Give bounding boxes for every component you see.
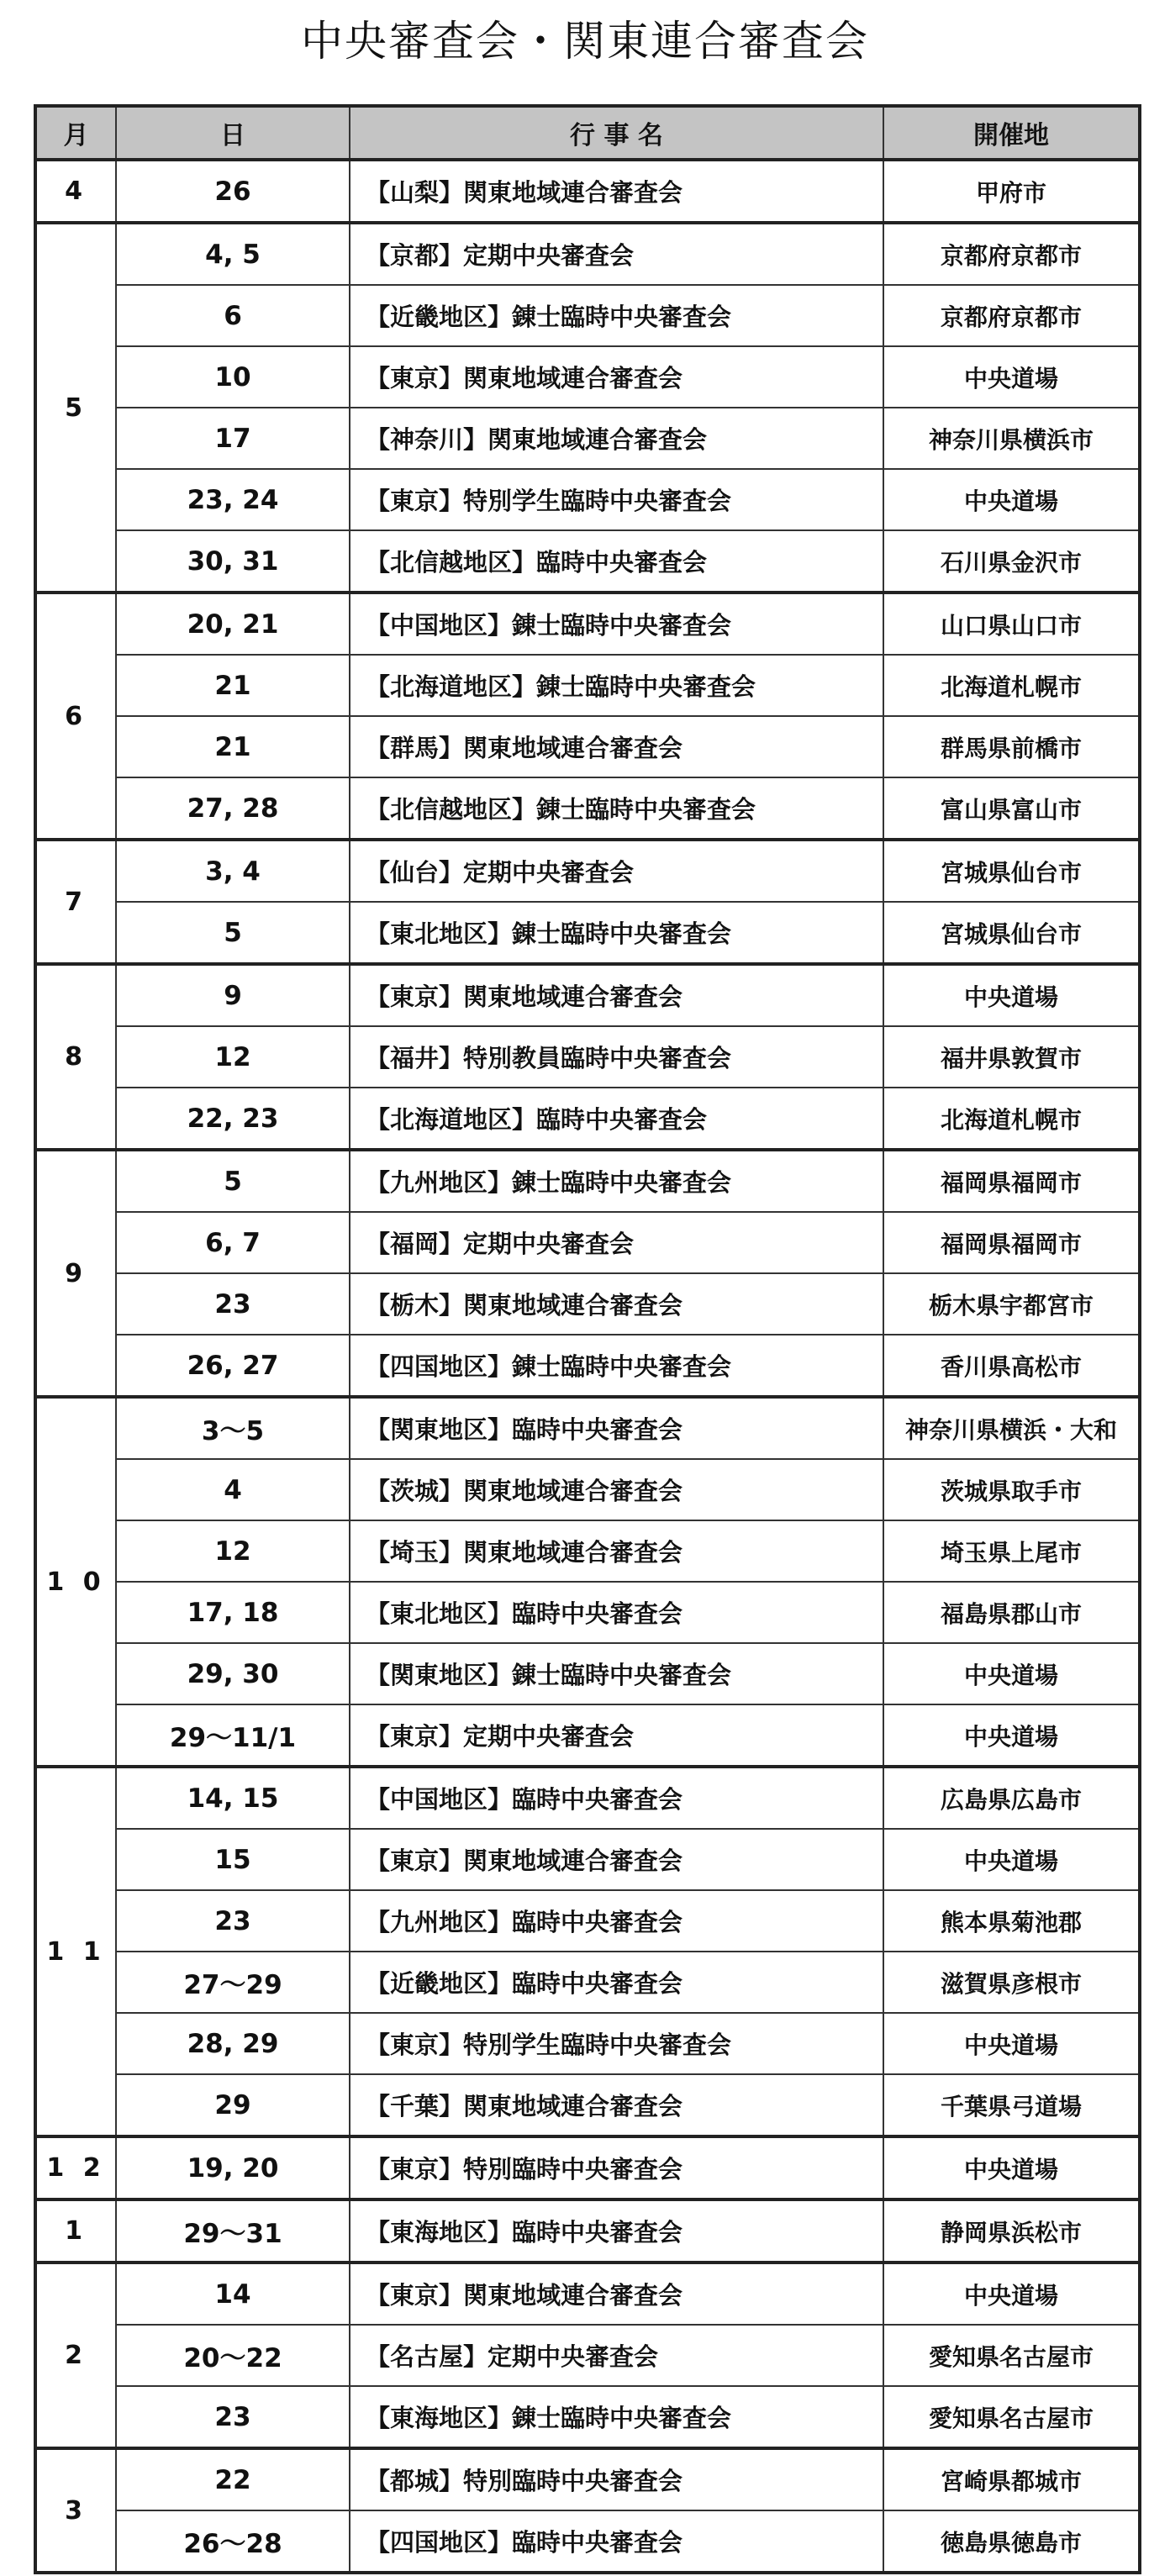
day-cell: 3, 4 bbox=[116, 840, 350, 902]
event-cell: 【福井】特別教員臨時中央審査会 bbox=[350, 1026, 883, 1088]
table-row bbox=[35, 1767, 1140, 1829]
day-cell: 6, 7 bbox=[116, 1212, 350, 1273]
month-cell: 4 bbox=[35, 160, 116, 223]
table-row bbox=[35, 1088, 1140, 1150]
venue-cell: 中央道場 bbox=[883, 2013, 1140, 2074]
day-cell: 21 bbox=[116, 655, 350, 716]
table-row bbox=[35, 1335, 1140, 1397]
venue-cell: 宮城県仙台市 bbox=[883, 902, 1140, 964]
venue-cell: 福島県郡山市 bbox=[883, 1582, 1140, 1643]
event-cell: 【四国地区】臨時中央審査会 bbox=[350, 2510, 883, 2573]
table-row bbox=[35, 346, 1140, 408]
header-day: 日 bbox=[116, 106, 350, 160]
day-cell: 23 bbox=[116, 1890, 350, 1952]
venue-cell: 栃木県宇都宮市 bbox=[883, 1273, 1140, 1335]
event-cell: 【京都】定期中央審査会 bbox=[350, 223, 883, 285]
day-cell: 27〜29 bbox=[116, 1952, 350, 2013]
venue-cell: 埼玉県上尾市 bbox=[883, 1520, 1140, 1582]
event-cell: 【中国地区】錬士臨時中央審査会 bbox=[350, 593, 883, 655]
table-row bbox=[35, 2325, 1140, 2386]
table-row bbox=[35, 2199, 1140, 2263]
event-cell: 【九州地区】錬士臨時中央審査会 bbox=[350, 1150, 883, 1212]
venue-cell: 中央道場 bbox=[883, 2263, 1140, 2325]
table-row bbox=[35, 1582, 1140, 1643]
day-cell: 22 bbox=[116, 2448, 350, 2510]
day-cell: 9 bbox=[116, 964, 350, 1026]
table-row bbox=[35, 408, 1140, 469]
day-cell: 26〜28 bbox=[116, 2510, 350, 2573]
venue-cell: 滋賀県彦根市 bbox=[883, 1952, 1140, 2013]
venue-cell: 熊本県菊池郡 bbox=[883, 1890, 1140, 1952]
table-row bbox=[35, 160, 1140, 223]
event-cell: 【北信越地区】錬士臨時中央審査会 bbox=[350, 777, 883, 840]
month-cell: 7 bbox=[35, 840, 116, 964]
venue-cell: 中央道場 bbox=[883, 1704, 1140, 1767]
header-event: 行 事 名 bbox=[350, 106, 883, 160]
day-cell: 4 bbox=[116, 1459, 350, 1520]
month-cell: 3 bbox=[35, 2448, 116, 2573]
day-cell: 15 bbox=[116, 1829, 350, 1890]
day-cell: 19, 20 bbox=[116, 2136, 350, 2199]
table-row bbox=[35, 1459, 1140, 1520]
day-cell: 3〜5 bbox=[116, 1397, 350, 1459]
event-cell: 【東京】特別臨時中央審査会 bbox=[350, 2136, 883, 2199]
venue-cell: 中央道場 bbox=[883, 1829, 1140, 1890]
day-cell: 12 bbox=[116, 1026, 350, 1088]
day-cell: 17 bbox=[116, 408, 350, 469]
day-cell: 26 bbox=[116, 160, 350, 223]
day-cell: 6 bbox=[116, 285, 350, 346]
month-cell: 1 1 bbox=[35, 1767, 116, 2136]
month-cell: 8 bbox=[35, 964, 116, 1150]
venue-cell: 神奈川県横浜市 bbox=[883, 408, 1140, 469]
day-cell: 29〜11/1 bbox=[116, 1704, 350, 1767]
table-row bbox=[35, 902, 1140, 964]
venue-cell: 京都府京都市 bbox=[883, 285, 1140, 346]
venue-cell: 神奈川県横浜・大和 bbox=[883, 1397, 1140, 1459]
event-cell: 【千葉】関東地域連合審査会 bbox=[350, 2074, 883, 2136]
venue-cell: 京都府京都市 bbox=[883, 223, 1140, 285]
table-row bbox=[35, 1829, 1140, 1890]
event-cell: 【仙台】定期中央審査会 bbox=[350, 840, 883, 902]
event-cell: 【名古屋】定期中央審査会 bbox=[350, 2325, 883, 2386]
event-cell: 【九州地区】臨時中央審査会 bbox=[350, 1890, 883, 1952]
venue-cell: 石川県金沢市 bbox=[883, 530, 1140, 593]
day-cell: 20〜22 bbox=[116, 2325, 350, 2386]
event-cell: 【北信越地区】臨時中央審査会 bbox=[350, 530, 883, 593]
venue-cell: 宮城県仙台市 bbox=[883, 840, 1140, 902]
table-row bbox=[35, 1212, 1140, 1273]
day-cell: 27, 28 bbox=[116, 777, 350, 840]
venue-cell: 福岡県福岡市 bbox=[883, 1212, 1140, 1273]
table-row bbox=[35, 1704, 1140, 1767]
table-row bbox=[35, 1520, 1140, 1582]
table-row bbox=[35, 1273, 1140, 1335]
month-cell: 2 bbox=[35, 2263, 116, 2448]
venue-cell: 甲府市 bbox=[883, 160, 1140, 223]
venue-cell: 愛知県名古屋市 bbox=[883, 2325, 1140, 2386]
table-row bbox=[35, 1952, 1140, 2013]
venue-cell: 愛知県名古屋市 bbox=[883, 2386, 1140, 2448]
event-cell: 【東京】特別学生臨時中央審査会 bbox=[350, 2013, 883, 2074]
table-row bbox=[35, 716, 1140, 777]
venue-cell: 山口県山口市 bbox=[883, 593, 1140, 655]
day-cell: 14 bbox=[116, 2263, 350, 2325]
event-cell: 【東京】特別学生臨時中央審査会 bbox=[350, 469, 883, 530]
day-cell: 30, 31 bbox=[116, 530, 350, 593]
event-cell: 【中国地区】臨時中央審査会 bbox=[350, 1767, 883, 1829]
table-row bbox=[35, 964, 1140, 1026]
day-cell: 23 bbox=[116, 2386, 350, 2448]
venue-cell: 群馬県前橋市 bbox=[883, 716, 1140, 777]
day-cell: 21 bbox=[116, 716, 350, 777]
table-row bbox=[35, 2013, 1140, 2074]
event-cell: 【東京】関東地域連合審査会 bbox=[350, 2263, 883, 2325]
venue-cell: 千葉県弓道場 bbox=[883, 2074, 1140, 2136]
venue-cell: 中央道場 bbox=[883, 1643, 1140, 1704]
table-row bbox=[35, 530, 1140, 593]
venue-cell: 富山県富山市 bbox=[883, 777, 1140, 840]
month-cell: 1 0 bbox=[35, 1397, 116, 1767]
venue-cell: 茨城県取手市 bbox=[883, 1459, 1140, 1520]
event-cell: 【北海道地区】臨時中央審査会 bbox=[350, 1088, 883, 1150]
table-row bbox=[35, 777, 1140, 840]
venue-cell: 北海道札幌市 bbox=[883, 1088, 1140, 1150]
event-cell: 【栃木】関東地域連合審査会 bbox=[350, 1273, 883, 1335]
day-cell: 12 bbox=[116, 1520, 350, 1582]
event-cell: 【東京】関東地域連合審査会 bbox=[350, 964, 883, 1026]
table-row bbox=[35, 2136, 1140, 2199]
event-cell: 【東北地区】臨時中央審査会 bbox=[350, 1582, 883, 1643]
table-row bbox=[35, 1150, 1140, 1212]
venue-cell: 北海道札幌市 bbox=[883, 655, 1140, 716]
event-cell: 【関東地区】錬士臨時中央審査会 bbox=[350, 1643, 883, 1704]
table-header-row bbox=[35, 106, 1140, 160]
header-venue: 開催地 bbox=[883, 106, 1140, 160]
event-cell: 【東京】関東地域連合審査会 bbox=[350, 1829, 883, 1890]
event-cell: 【四国地区】錬士臨時中央審査会 bbox=[350, 1335, 883, 1397]
table-row bbox=[35, 2074, 1140, 2136]
table-row bbox=[35, 469, 1140, 530]
day-cell: 22, 23 bbox=[116, 1088, 350, 1150]
event-cell: 【茨城】関東地域連合審査会 bbox=[350, 1459, 883, 1520]
event-cell: 【東京】関東地域連合審査会 bbox=[350, 346, 883, 408]
table-row bbox=[35, 2448, 1140, 2510]
day-cell: 28, 29 bbox=[116, 2013, 350, 2074]
day-cell: 23, 24 bbox=[116, 469, 350, 530]
event-cell: 【近畿地区】臨時中央審査会 bbox=[350, 1952, 883, 2013]
event-cell: 【東海地区】錬士臨時中央審査会 bbox=[350, 2386, 883, 2448]
table-body bbox=[35, 160, 1140, 2573]
table-row bbox=[35, 1890, 1140, 1952]
day-cell: 26, 27 bbox=[116, 1335, 350, 1397]
month-cell: 9 bbox=[35, 1150, 116, 1397]
month-cell: 1 bbox=[35, 2199, 116, 2263]
venue-cell: 中央道場 bbox=[883, 346, 1140, 408]
event-cell: 【近畿地区】錬士臨時中央審査会 bbox=[350, 285, 883, 346]
venue-cell: 香川県高松市 bbox=[883, 1335, 1140, 1397]
venue-cell: 徳島県徳島市 bbox=[883, 2510, 1140, 2573]
event-cell: 【関東地区】臨時中央審査会 bbox=[350, 1397, 883, 1459]
table-row bbox=[35, 840, 1140, 902]
event-cell: 【東北地区】錬士臨時中央審査会 bbox=[350, 902, 883, 964]
day-cell: 29, 30 bbox=[116, 1643, 350, 1704]
event-cell: 【東海地区】臨時中央審査会 bbox=[350, 2199, 883, 2263]
day-cell: 5 bbox=[116, 902, 350, 964]
table-row bbox=[35, 2386, 1140, 2448]
event-cell: 【群馬】関東地域連合審査会 bbox=[350, 716, 883, 777]
table-row bbox=[35, 1026, 1140, 1088]
day-cell: 23 bbox=[116, 1273, 350, 1335]
day-cell: 10 bbox=[116, 346, 350, 408]
page-title: 中央審査会・関東連合審査会 bbox=[301, 17, 869, 66]
table-row bbox=[35, 285, 1140, 346]
table-row bbox=[35, 655, 1140, 716]
event-cell: 【埼玉】関東地域連合審査会 bbox=[350, 1520, 883, 1582]
event-cell: 【神奈川】関東地域連合審査会 bbox=[350, 408, 883, 469]
day-cell: 20, 21 bbox=[116, 593, 350, 655]
table-row bbox=[35, 1397, 1140, 1459]
month-cell: 1 2 bbox=[35, 2136, 116, 2199]
day-cell: 17, 18 bbox=[116, 1582, 350, 1643]
day-cell: 4, 5 bbox=[116, 223, 350, 285]
day-cell: 29〜31 bbox=[116, 2199, 350, 2263]
venue-cell: 福岡県福岡市 bbox=[883, 1150, 1140, 1212]
venue-cell: 宮崎県都城市 bbox=[883, 2448, 1140, 2510]
event-cell: 【山梨】関東地域連合審査会 bbox=[350, 160, 883, 223]
day-cell: 29 bbox=[116, 2074, 350, 2136]
day-cell: 14, 15 bbox=[116, 1767, 350, 1829]
venue-cell: 中央道場 bbox=[883, 964, 1140, 1026]
table-row bbox=[35, 2263, 1140, 2325]
event-cell: 【東京】定期中央審査会 bbox=[350, 1704, 883, 1767]
header-month: 月 bbox=[35, 106, 116, 160]
table-row bbox=[35, 593, 1140, 655]
day-cell: 5 bbox=[116, 1150, 350, 1212]
schedule-table bbox=[34, 104, 1141, 2574]
month-cell: 5 bbox=[35, 223, 116, 593]
venue-cell: 広島県広島市 bbox=[883, 1767, 1140, 1829]
table-row bbox=[35, 223, 1140, 285]
event-cell: 【都城】特別臨時中央審査会 bbox=[350, 2448, 883, 2510]
venue-cell: 福井県敦賀市 bbox=[883, 1026, 1140, 1088]
venue-cell: 中央道場 bbox=[883, 469, 1140, 530]
table-row bbox=[35, 2510, 1140, 2573]
venue-cell: 静岡県浜松市 bbox=[883, 2199, 1140, 2263]
table-row bbox=[35, 1643, 1140, 1704]
event-cell: 【北海道地区】錬士臨時中央審査会 bbox=[350, 655, 883, 716]
month-cell: 6 bbox=[35, 593, 116, 840]
venue-cell: 中央道場 bbox=[883, 2136, 1140, 2199]
event-cell: 【福岡】定期中央審査会 bbox=[350, 1212, 883, 1273]
